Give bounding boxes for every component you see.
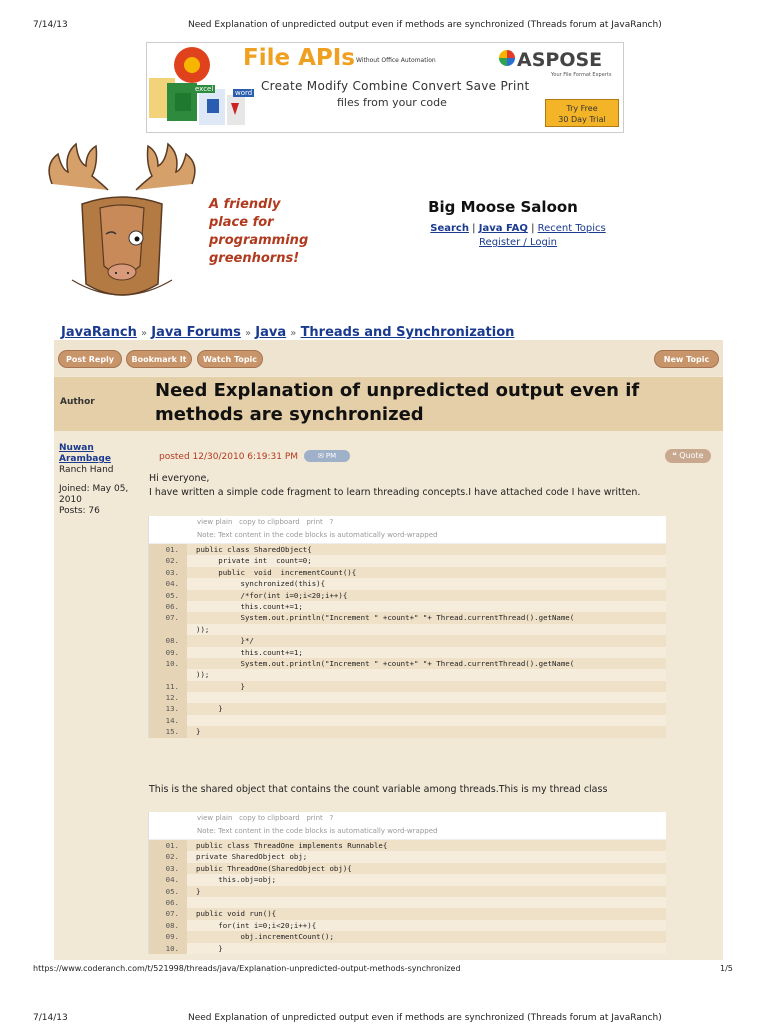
quote-label: Quote [679, 451, 704, 460]
code-line [149, 908, 666, 919]
code-line [149, 715, 666, 726]
pm-label: PM [325, 452, 337, 460]
bookmark-button[interactable]: Bookmark It [126, 350, 192, 368]
line-number: 14. [149, 715, 187, 726]
code-line [149, 863, 666, 874]
envelope-icon: ✉ [317, 452, 324, 460]
code-line [149, 874, 666, 885]
quote-icon: ❝ [672, 451, 677, 460]
line-number: 06. [149, 601, 187, 612]
code-line [149, 601, 666, 612]
code-text: public ThreadOne(SharedObject obj){ [196, 863, 352, 873]
breadcrumb-threads[interactable]: Threads and Synchronization [300, 325, 515, 340]
line-number: 15. [149, 726, 187, 737]
ad-banner[interactable] [146, 42, 624, 133]
code-line [149, 590, 666, 601]
code-text: } [196, 943, 223, 953]
code-line [149, 555, 666, 566]
line-number: 04. [149, 874, 187, 885]
code-text: for(int i=0;i<20;i++){ [196, 920, 317, 930]
breadcrumb-sep: » [141, 328, 148, 339]
aspose-logo-icon [498, 49, 516, 67]
code-block-thread-one [148, 812, 666, 954]
breadcrumb-java[interactable]: Java [255, 325, 287, 340]
author-rank: Ranch Hand [59, 465, 114, 475]
button-bar [54, 340, 723, 376]
code-line [149, 578, 666, 589]
code-line [149, 943, 666, 954]
line-number: 08. [149, 635, 187, 646]
code-text: System.out.println("Increment " +count+" "+ Thread.currentThread().getName( [196, 658, 575, 668]
line-number: 06. [149, 897, 187, 908]
code-text: private SharedObject obj; [196, 852, 308, 862]
code-line [149, 669, 666, 680]
code-line [149, 567, 666, 578]
line-number: 03. [149, 863, 187, 874]
new-topic-button[interactable]: New Topic [654, 350, 719, 368]
line-number: 05. [149, 886, 187, 897]
author-joined: Joined: May 05, 2010 [59, 484, 129, 505]
code-text: obj.incrementCount(); [196, 932, 334, 942]
ad-brand: ASPOSE [517, 49, 603, 71]
code-toolbar-links[interactable]: view plain copy to clipboard print ? [197, 814, 334, 822]
ad-brand-sub: Your File Format Experts [551, 72, 612, 78]
code-toolbar [149, 812, 666, 840]
print-date: 7/14/13 [33, 20, 68, 30]
code-line [149, 612, 666, 623]
code-text: private int count=0; [196, 556, 312, 566]
post-intro: I have written a simple code fragment to learn threading concepts.I have attached code I have written. [149, 487, 641, 498]
code-line [149, 886, 666, 897]
link-separator: | [472, 223, 476, 234]
ad-line1: Create Modify Combine Convert Save Print [261, 79, 530, 93]
code-text: this.count+=1; [196, 601, 303, 611]
site-tagline: A friendly place for programming greenhorns! [209, 197, 309, 266]
code-text: }*/ [196, 636, 254, 646]
search-link[interactable]: Search [430, 223, 469, 234]
code-line [149, 624, 666, 635]
line-number: 07. [149, 612, 187, 623]
author-column-label: Author [60, 397, 95, 407]
code-toolbar-note: Note: Text content in the code blocks is automatically word-wrapped [197, 827, 438, 835]
code-text: } [196, 886, 201, 896]
ad-title: File APIs [243, 45, 355, 71]
print-page-number: 1/5 [720, 964, 733, 973]
code-line [149, 658, 666, 669]
post-date: posted 12/30/2010 6:19:31 PM [159, 452, 299, 462]
watch-topic-button[interactable]: Watch Topic [197, 350, 263, 368]
excel-label: excel [195, 85, 214, 93]
line-number: 12. [149, 692, 187, 703]
line-number: 01. [149, 544, 187, 555]
code-toolbar [149, 516, 666, 544]
line-number: 02. [149, 555, 187, 566]
code-line [149, 703, 666, 714]
author-name[interactable]: Nuwan Arambage [59, 443, 111, 464]
code-line [149, 544, 666, 555]
java-faq-link[interactable]: Java FAQ [478, 223, 528, 234]
code-line [149, 931, 666, 942]
code-text: synchronized(this){ [196, 579, 326, 589]
code-text: } [196, 704, 223, 714]
author-posts: Posts: 76 [59, 506, 100, 516]
ad-line2: files from your code [337, 96, 447, 109]
pm-button[interactable] [304, 450, 350, 462]
code-line [149, 681, 666, 692]
code-line [149, 897, 666, 908]
line-number: 09. [149, 931, 187, 942]
line-number: 01. [149, 840, 187, 851]
line-number: 03. [149, 567, 187, 578]
code-line [149, 920, 666, 931]
code-text: /*for(int i=0;i<20;i++){ [196, 590, 348, 600]
post-reply-button[interactable]: Post Reply [58, 350, 122, 368]
site-title: Big Moose Saloon [428, 198, 578, 216]
code-text: } [196, 727, 201, 737]
quote-button[interactable] [665, 449, 711, 463]
recent-topics-link[interactable]: Recent Topics [537, 223, 606, 234]
post-body-intro [149, 472, 709, 500]
code-toolbar-links[interactable]: view plain copy to clipboard print ? [197, 518, 334, 526]
next-print-title: Need Explanation of unpredicted output even if methods are synchronized (Threads forum at JavaRanch) [188, 1013, 662, 1023]
print-url: https://www.coderanch.com/t/521998/threads/java/Explanation-unpredicted-output-methods-synchronized [33, 964, 461, 973]
link-separator: | [531, 223, 535, 234]
line-number: 04. [149, 578, 187, 589]
code-text: public class ThreadOne implements Runnable{ [196, 841, 388, 850]
code-block-shared-object [148, 516, 666, 738]
code-line [149, 840, 666, 851]
word-label: word [235, 89, 253, 97]
forum-thread [54, 340, 723, 960]
breadcrumb-java-forums[interactable]: Java Forums [151, 325, 241, 340]
line-number: 09. [149, 647, 187, 658]
top-links [400, 222, 636, 250]
ad-subtitle: Without Office Automation [356, 57, 436, 64]
breadcrumb [61, 325, 514, 340]
code-line [149, 692, 666, 703]
line-number: 08. [149, 920, 187, 931]
line-number: 10. [149, 943, 187, 954]
code-text: )); [196, 670, 210, 680]
moose-logo-icon [42, 134, 202, 310]
line-number: 11. [149, 681, 187, 692]
line-number: 13. [149, 703, 187, 714]
code-line [149, 635, 666, 646]
next-print-date: 7/14/13 [33, 1013, 68, 1023]
post-body-between: This is the shared object that contains the count variable among threads.This is my thread class [149, 784, 608, 795]
line-number: 10. [149, 658, 187, 669]
ad-cta-button[interactable]: Try Free 30 Day Trial [545, 99, 619, 127]
code-text: System.out.println("Increment " +count+" "+ Thread.currentThread().getName( [196, 613, 575, 623]
line-number: 02. [149, 851, 187, 862]
code-text: public void run(){ [196, 909, 277, 919]
line-number [149, 669, 187, 680]
code-text: this.obj=obj; [196, 875, 277, 885]
line-number [149, 624, 187, 635]
thread-header [54, 377, 723, 431]
code-line [149, 851, 666, 862]
code-toolbar-note: Note: Text content in the code blocks is automatically word-wrapped [197, 531, 438, 539]
print-title: Need Explanation of unpredicted output even if methods are synchronized (Threads forum at JavaRanch) [188, 20, 662, 30]
thread-title: Need Explanation of unpredicted output even if methods are synchronized [155, 380, 640, 425]
line-number: 07. [149, 908, 187, 919]
code-text: this.count+=1; [196, 647, 303, 657]
post-greeting: Hi everyone, [149, 473, 210, 484]
code-line [149, 647, 666, 658]
line-number: 05. [149, 590, 187, 601]
register-login-link[interactable]: Register / Login [479, 237, 557, 248]
breadcrumb-sep: » [290, 328, 297, 339]
code-line [149, 726, 666, 737]
code-text: public class SharedObject{ [196, 545, 312, 554]
code-text: public void incrementCount(){ [196, 567, 357, 577]
code-text: } [196, 681, 245, 691]
breadcrumb-sep: » [245, 328, 252, 339]
author-info [59, 443, 141, 517]
code-text: )); [196, 624, 210, 634]
breadcrumb-javaranch[interactable]: JavaRanch [61, 325, 137, 340]
